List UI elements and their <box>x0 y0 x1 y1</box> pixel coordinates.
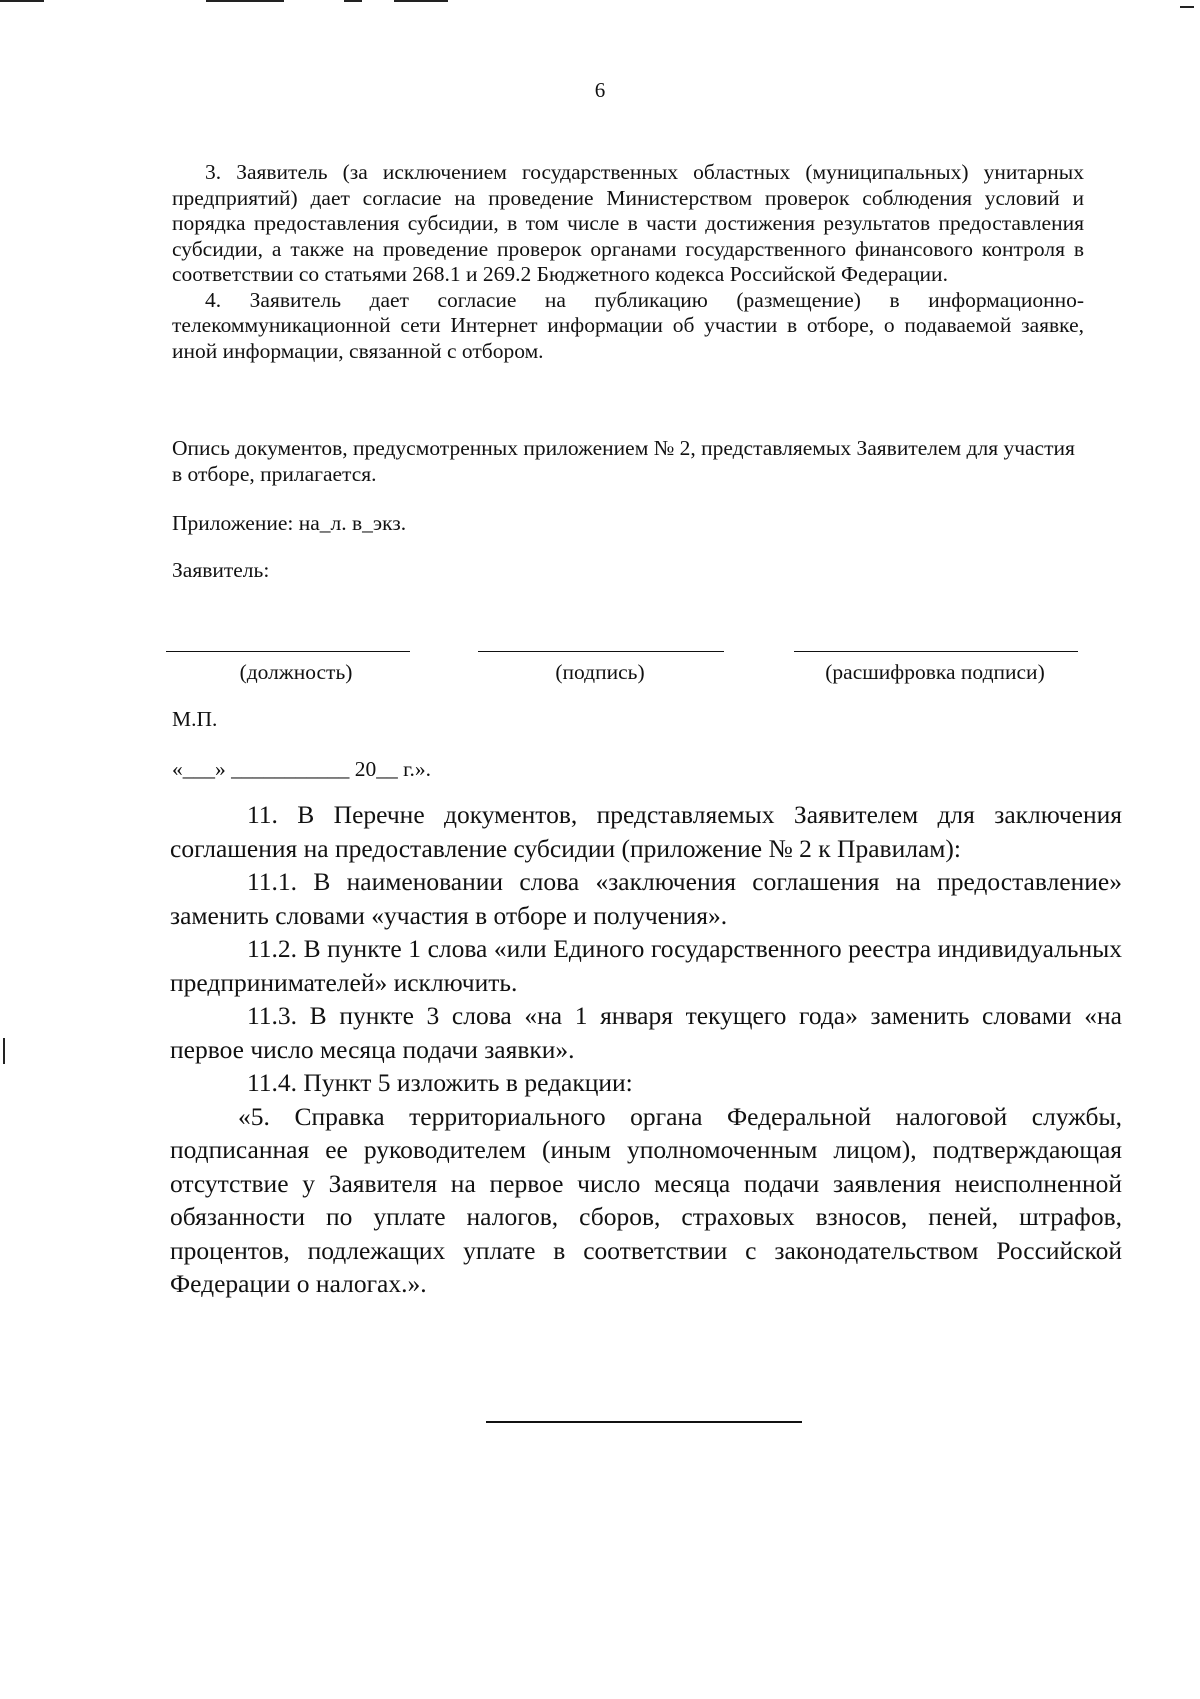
amendment-paragraph: 11.3. В пункте 3 слова «на 1 января текущего года» заменить словами «на первое число месяца подачи заявки». <box>170 1001 1122 1064</box>
page-number: 6 <box>594 78 606 102</box>
scan-artifact <box>344 0 362 2</box>
consent-section <box>172 160 1084 364</box>
attachment-line: Приложение: на_л. в_экз. <box>172 511 407 535</box>
position-caption: (должность) <box>239 660 353 684</box>
applicant-label: Заявитель: <box>172 558 270 582</box>
end-divider <box>486 1421 802 1423</box>
position-signature-line <box>166 651 410 652</box>
scan-artifact <box>0 0 44 2</box>
consent-paragraph: 4. Заявитель дает согласие на публикацию (размещение) в информационно-телекоммуникационной сети Интернет информации об участии в отборе, о подаваемой заявке, иной информации, связанной с отбором. <box>172 287 1084 363</box>
amendment-paragraph: 11.2. В пункте 1 слова «или Единого государственного реестра индивидуальных предпринимателей» исключить. <box>170 934 1122 997</box>
amendment-paragraph: 11.1. В наименовании слова «заключения соглашения на предоставление» заменить словами «участия в отборе и получения». <box>170 867 1122 930</box>
scan-artifact <box>1180 6 1194 8</box>
inventory-note: Опись документов, предусмотренных приложением № 2, представляемых Заявителем для участия в отборе, прилагается. <box>172 436 1075 486</box>
amendment-paragraph: 11.4. Пункт 5 изложить в редакции: <box>247 1068 633 1097</box>
stamp-place: М.П. <box>172 707 218 731</box>
scan-artifact <box>206 0 284 2</box>
amendment-paragraph: 11. В Перечне документов, представляемых Заявителем для заключения соглашения на предоставление субсидии (приложение № 2 к Правилам): <box>170 800 1122 863</box>
signature-caption: (подпись) <box>555 660 645 684</box>
decoding-signature-line <box>794 651 1078 652</box>
signature-line <box>478 651 724 652</box>
amendment-paragraph: «5. Справка территориального органа Федеральной налоговой службы, подписанная ее руководителем (иным уполномоченным лицом), подтверждающая отсутствие у Заявителя на первое число месяца подачи заявления неисполненной обязанности по уплате налогов, сборов, страховых взносов, пеней, штрафов, процентов, подлежащих уплате в соответствии с законодательством Российской Федерации о налогах.». <box>170 1101 1122 1298</box>
decoding-caption: (расшифровка подписи) <box>825 660 1045 684</box>
date-line: «___» ___________ 20__ г.». <box>172 757 432 781</box>
scan-artifact <box>3 1038 5 1064</box>
amendments-section <box>170 798 1122 1301</box>
scan-artifact <box>394 0 448 2</box>
consent-paragraph: 3. Заявитель (за исключением государственных областных (муниципальных) унитарных предприятий) дает согласие на проведение Министерством проверок соблюдения условий и порядка предоставления субсидии, в том числе в части достижения результатов предоставления субсидии, а также на проведение проверок органами государственного финансового контроля в соответствии со статьями 268.1 и 269.2 Бюджетного кодекса Российской Федерации. <box>172 160 1084 286</box>
